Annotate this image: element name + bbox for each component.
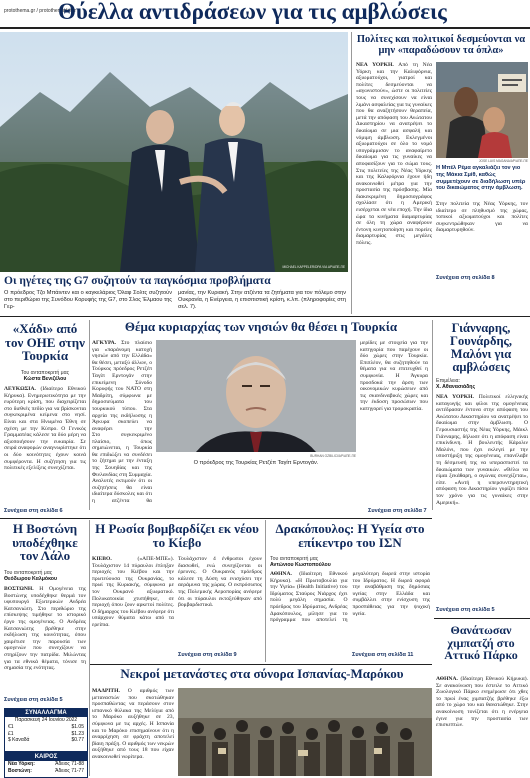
drakopoulos-body: (Ιδιαίτερη Εθνικού Κήρυκα). «Η Πρωτοβουλία για την Υγεία» (Health Initiative) του Ιδρύματος Σταύρος Νιάρχος έχει πολύ μεγάλη σημασία. Ο πρόεδρος του Ιδρύματος, Ανδρέας Δρακόπουλος, μίλησε για το πρόγραμμα που αποτελεί τη μεγαλύτερη δωρεά στην ιστορία του Ιδρύματος. Η δωρεά αφορά την αναβάθμιση της δημόσιας υγείας στην Ελλάδα και συμβάλλει στην ενίσχυση της προσπάθειας για την ψυχική υγεία. — [270, 571, 430, 624]
gianaris-dateline: ΝΕΑ ΥΟΡΚΗ. — [436, 394, 474, 400]
weather-rows — [5, 761, 87, 774]
gianaris-headline: Γιάνναρης, Γουνάρδης, Μαλόνι για αμβλώσεις — [450, 321, 512, 375]
currency-label: £1 — [8, 730, 14, 737]
russia-headline: Η Ρωσία βομβαρδίζει εκ νέου το Κίεβο — [95, 521, 259, 550]
boston-more[interactable]: Συνέχεια στη σελίδα 5 — [4, 697, 63, 703]
column-divider-5 — [265, 520, 266, 662]
currency-rate: $1.05 — [71, 724, 84, 730]
drakopoulos-more[interactable]: Συνέχεια στη σελίδα 11 — [352, 652, 414, 658]
boston-byline-label: Του ανταποκριτή μας — [4, 570, 53, 576]
russia-more[interactable]: Συνέχεια στη σελίδα 9 — [178, 652, 237, 658]
migrants-headline: Νεκροί μετανάστες στα σύνορα Ισπανίας-Μαρόκου — [120, 666, 404, 681]
right-top-body: Από τη Νέα Υόρκη και την Καλιφόρνια, αξιωματούχοι, γιατροί και πολίτες δεσμεύονται να «αγωνιστούν», ώστε οι πολιτείες τους να συνεχίσουν να είναι λιμάνι ασφαλείας για τις γυναίκες που θα αναζητήσουν θεραπεία, μετά την απόφαση του Ανώτατου Δικαστηρίου να ανατρέψει το δικαίωμα σε μια ασφαλή και νόμιμη άμβλωση. Εκλεγμένοι αξιωματούχοι σε όλο το νομό υπογράμμισαν το αναφαίρετο δικαίωμα για τις γυναίκες να αποφασίζουν για το σώμα τους. Στις πολιτείες της Νέας Υόρκης και της Καλιφόρνια έχουν ήδη ανακοινωθεί μέτρα για την προστασία της πρόσβασης. Μία διακεκριμένη δημοσιογράφος σχολίασε ότι η Αμερική εισέρχεται σε νέα εποχή. Την ίδια ώρα τα κινήματα διαμαρτυρίας σε όλη τη χώρα αναφέρουν έντονη κινητοποίηση και πορείες διαμαρτυρίας στις μεγάλες πόλεις. — [356, 62, 432, 247]
boston-headline: Η Βοστώνη υποδέχθηκε τον Λάλο — [12, 521, 78, 564]
currency-rate: $0.77 — [71, 737, 84, 743]
drakopoulos-byline-name: Αντώνιου Κωστοπούλου — [270, 562, 331, 569]
section-rule-2 — [0, 518, 432, 519]
g7-caption-left: Ο πρόεδρος Τζο Μπάιντεν και ο καγκελάριος Όλαφ Σολτς συζητούν στο περιθώριο της Συνόδου Κορυφής της G7, στο Σλος Έλμαου της Γερ- — [4, 290, 172, 310]
chimp-text — [436, 676, 528, 776]
column-divider-3 — [432, 320, 433, 510]
boston-byline-name: Θεόδωρου Καλμόκου — [4, 576, 57, 583]
un-byline-name: Κώστα Βενιζέλου — [23, 376, 67, 383]
currency-label: €1 — [8, 724, 14, 730]
un-dateline: ΛΕΥΚΩΣΙΑ. — [4, 386, 36, 392]
un-byline-label: Του ανταποκριτή μας — [20, 370, 70, 376]
turkey-headline: Θέμα κυριαρχίας των νησιών θα θέσει η Τουρκία — [124, 319, 398, 334]
column-divider — [351, 32, 352, 314]
protest-photo-credit: JOSE LUIS MAGANA/AP/ΑΠΕ-ΠΕ — [478, 159, 528, 163]
russia-dateline: ΚΙΕΒΟ. — [92, 556, 112, 562]
gianaris-byline-label: Επιμέλεια: — [436, 378, 460, 384]
column-divider-2 — [89, 320, 90, 510]
gianaris-body: Πολιτικοί ελληνικής καταγωγής και φίλοι της ομογένειας αντέδρασαν έντονα στην απόφαση του Ανώτατου Δικαστηρίου να ανατρέψει το δικαίωμα στην άμβλωση. Ο Γερουσιαστής της Νέας Υόρκης, Μάικλ Γιάνναρης, δήλωσε ότι η απόφαση είναι επικίνδυνη. Η βουλευτής Κάρολιν Μαλόνι, που έχει εκλεγεί με την υποστήριξη της ομογένειας, επανέλαβε τη δέσμευσή της να υπερασπιστεί τα δικαιώματα των γυναικών. «Θέλω να είμαι ξεκάθαρη, ο αγώνας συνεχίζεται», είπε. «Αυτή η υπερσυντηρητική απόφαση του Δικαστηρίου γυρίζει πίσω τον χρόνο για τις γυναίκες στην Αμερική». — [436, 394, 528, 506]
exchange-date: Παρασκευή 24 Ιουνίου 2022 — [14, 717, 78, 723]
gianaris-byline-name: Χ. Αθανασιάδης — [436, 384, 476, 391]
masthead-rule — [0, 27, 530, 29]
exchange-box — [4, 708, 88, 752]
weather-city: Νέα Υόρκη: — [8, 761, 35, 767]
migrants-body: Ο αριθμός των μεταναστών που σκοτώθηκαν προσπαθώντας να περάσουν στον ισπανικό θύλακα της Μελίγια από το Μαρόκο αυξήθηκε σε 23, σύμφωνα με τις αρχές. Η Ισπανία και το Μαρόκο επισημαίνουν ότι η αναρρίχηση σε φράχτη αποτελεί βίαιη πράξη. Ο αριθμός των νεκρών αυξήθηκε από τους 18 που είχαν ανακοινωθεί νωρίτερα. — [92, 688, 174, 760]
turkey-more[interactable]: Συνέχεια στη σελίδα 7 — [368, 508, 427, 514]
erdogan-photo-caption: Ο πρόεδρος της Τουρκίας Ρετζέπ Ταγίπ Ερντογάν. — [193, 460, 319, 466]
weather-temps: Άδειος 71-77 — [55, 767, 84, 774]
g7-photo-credit: MICHAEL KAPPELER/DPA VIA AP/ΑΠΕ-ΠΕ — [282, 265, 345, 269]
g7-caption-right: μανίας, την Κυριακή. Στην ατζέντα τα ζητήματα για τον πόλεμο στην Ουκρανία, η Ενέργεια, η επισιτιστική κρίση, κ.λπ. (πληροφορίες στη σελ. 7). — [178, 290, 346, 310]
erdogan-photo-credit: BURHAN OZBILICI/AP/ΑΠΕ-ΠΕ — [310, 454, 356, 458]
un-more[interactable]: Συνέχεια στη σελίδα 6 — [4, 508, 63, 514]
weather-row — [5, 768, 87, 775]
chimp-dateline: ΑΘΗΝΑ. — [436, 676, 458, 682]
turkey-body: Στο πλαίσιο για «παράνομη κατοχή νησιών από την Ελλάδα» θα θέσει, μεταξύ άλλων, ο Τούρκος πρόεδρος Ρετζέπ Ταγίπ Ερντογάν στην επικείμενη Σύνοδο Κορυφής του ΝΑΤΟ στη Μαδρίτη, σύμφωνα με δημοσιεύματα του τουρκικού τύπου. Στα αρχεία της εκδήλωσης η Άγκυρα σκοπεύει να αναφέρει την — [92, 340, 152, 432]
un-headline: «Χάδι» από τον ΟΗΕ στην Τουρκία — [5, 321, 85, 364]
section-rule-4 — [90, 664, 432, 665]
migrants-text — [92, 688, 174, 776]
drakopoulos-headline: Δρακόπουλος: Η Υγεία στο επίκεντρο του ΙΣΝ — [275, 521, 425, 550]
boston-body: Η Ομογένεια της Βοστώνης υποδέχθηκε θερμά τον υφυπουργό Εξωτερικών Ανδρέα Κατσανιώτη. Στο περιθώριο της επίσκεψης τιμήθηκε το ιστορικό έργο της ομογένειας. Ο Ανδρέας Κατσανιώτης βρέθηκε στην εκδήλωση της κοινότητας, όπου χαιρέτισε την παρουσία των ομογενών που συνεχίζουν να στηρίζουν την πατρίδα. Μιλώντας για τα εθνικά θέματα, τόνισε τη σημασία της ενότητας. — [4, 586, 86, 672]
gianaris-byline — [436, 378, 528, 391]
russia-text2: Τουλάχιστον 4 ένθρωποι έχουν διασωθεί, ενώ συνεχίζονται οι έρευνες. Ο Ουκρανός πρόεδρος κάλεσε τη Δύση να ενισχύσει την αεράμυνα της χώρας. Ο εκπρόσωπος της Πολεμικής Αεροπορίας ανέφερε ότι οι πύραυλοι εκτοξεύθηκαν από βομβαρδιστικά. — [178, 556, 262, 609]
column-divider-4 — [89, 520, 90, 776]
un-text — [4, 386, 86, 504]
erdogan-photo — [156, 340, 356, 452]
right-top-text2: Στην πολιτεία της Νέας Υόρκης, τον ιδιαίτερο σε πληθυσμό της χώρας, τοπικοί αξιωματούχοι και πολίτες συγκεντρώθηκαν για να διαμαρτυρηθούν. — [436, 201, 528, 234]
protest-photo — [436, 62, 528, 158]
chimp-headline: Θανάτωσαν χιμπατζή στο Αττικό Πάρκο — [444, 623, 518, 663]
drakopoulos-dateline: ΑΘΗΝΑ. — [270, 571, 292, 577]
weather-city: Βοστώνη: — [8, 767, 32, 774]
g7-photo — [0, 32, 348, 272]
russia-body: («ΑΠΕ-ΜΠΕ»). Τουλάχιστον 14 πύραυλοι έπληξαν περιοχές του Κιέβου και την πρωτεύουσα της Ουκρανίας, το πρωί της Κυριακής, σύμφωνα με τον Ουκρανό αξιωματικό. Πολυκατοικία χτυπήθηκε, σε περιοχή όπου ζουν αρκετοί πολίτες. Ο δήμαρχος του Κιέβου ανέφερε ότι υπάρχουν θύματα κάτω από τα ερείπια. — [92, 556, 174, 628]
russia-text — [92, 556, 174, 648]
chimp-body: (Ιδιαίτερη Εθνικού Κήρυκα). Σε ανακοίνωση που έστειλε το Αττικό Ζωολογικό Πάρκο ενημέρωσε ότι χθες το πρωί ένας χιμπατζής βρέθηκε έξω από το χώρο του και θανατώθηκε. Στην ανακοίνωση τονίζεται ότι η ενέργεια έγινε για την προστασία των επισκεπτών. — [436, 676, 528, 729]
drakopoulos-text — [270, 571, 430, 649]
currency-label: $ Καναδά — [8, 737, 30, 743]
gianaris-text — [436, 394, 528, 600]
exchange-row — [5, 737, 87, 744]
migrants-photo — [178, 688, 432, 776]
un-body: (Ιδιαίτερο Εθνικού Κήρυκα). Ενημερωτικότητα με την ευρύτερη κρίση, που διαχειρίζεται στο διεθνές πεδίο για να βρίσκονται συγκεκριμένα κείμενα στο νησί. Είναι και στα Ηνωμένα Έθνη σε σχέση με την Κύπρο. Ο Γενικός Γραμματέας κάλεσε τα δύο μέρη να αξιοποιήσουν την ευκαιρία. Σε σειρά αναφορών αναγνωρίστηκε ότι οι δύο κοινότητες έχουν κοινά συμφέροντα. Η συζήτηση για τις πολιτικές εξελίξεις συνεχίζεται. — [4, 386, 86, 472]
boston-dateline: ΒΟΣΤΩΝΗ. — [4, 586, 34, 592]
weather-title: ΚΑΙΡΟΣ — [5, 753, 87, 761]
un-byline — [4, 370, 86, 383]
turkey-dateline: ΑΓΚΥΡΑ. — [92, 340, 117, 346]
section-rule-3 — [434, 618, 530, 619]
section-rule-1 — [0, 316, 530, 317]
weather-box — [4, 752, 88, 778]
turkey-text3: μερίδες με στοιχεία για την κατηγορία που παρέχουν οι δύο χώρες στην Τουρκία. Επιπλέον, θα συζητηθούν τα θέματα για να επιτευχθεί η συμφωνία. Η Άγκυρα προσδοκά την άρση των οικονομικών κυρώσεων από τις σκανδιναβικές χώρες και την έκδοση προσώπων που κατηγορεί για τρομοκρατία. — [360, 340, 428, 412]
weather-temps: Άδειος 71-88 — [55, 761, 84, 767]
drakopoulos-byline-label: Του ανταποκριτή μας — [270, 556, 319, 562]
right-top-more[interactable]: Συνέχεια στη σελίδα 8 — [436, 275, 495, 281]
protest-photo-caption: Η Μπέλ Ρέμα αγκαλιάζει τον γιο της Μάκια Σμίθ, καθώς συμμετέχουν σε διαδήλωση υπέρ του δικαιώματος στην άμβλωση. — [436, 165, 526, 192]
right-top-headline: Πολίτες και πολιτικοί δεσμεύονται να μην «παραδώσουν τα όπλα» — [356, 34, 526, 57]
site-url: protothema.gr / protothemadotgr — [4, 8, 76, 14]
top-headline: Θύελλα αντιδράσεων για τις αμβλώσεις — [58, 0, 447, 24]
migrants-dateline: ΜΑΔΡΙΤΗ. — [92, 688, 120, 694]
g7-headline: Οι ηγέτες της G7 συζητούν τα παγκόσμια προβλήματα — [4, 275, 271, 287]
turkey-text — [92, 340, 152, 432]
exchange-title: ΣΥΝΑΛΛΑΓΜΑ — [5, 709, 87, 717]
gianaris-more[interactable]: Συνέχεια στη σελίδα 5 — [436, 607, 495, 613]
turkey-text2: Στο συγκεκριμένο πλαίσιο, όπως σημειώνεται, η Τουρκία θα επιδιώξει να συνδέσει το ζήτημα με την ένταξη της Σουηδίας και της Φινλανδίας στη Συμμαχία. Αναλυτές εκτιμούν ότι οι συζητήσεις θα είναι ιδιαίτερα δύσκολες και ότι η ατζέντα θα — [92, 432, 152, 504]
drakopoulos-byline — [270, 556, 350, 569]
currency-rate: $1.23 — [71, 730, 84, 737]
exchange-rows — [5, 724, 87, 744]
right-top-dateline: ΝΕΑ ΥΟΡΚΗ. — [356, 62, 394, 68]
boston-byline — [4, 570, 86, 583]
boston-text — [4, 586, 86, 694]
right-top-text — [356, 62, 432, 248]
